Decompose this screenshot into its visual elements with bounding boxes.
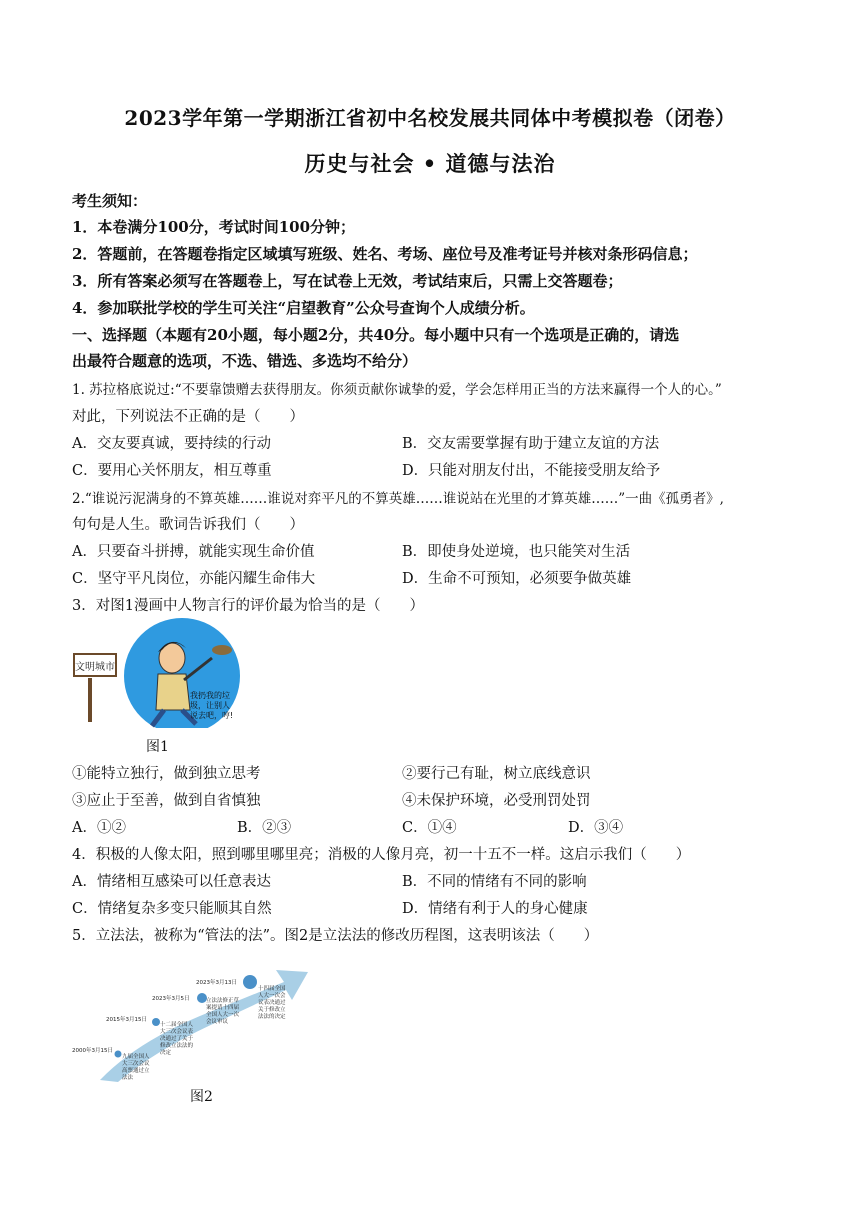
q2-stem-cont: 句句是人生。歌词告诉我们（ ） [72,517,304,533]
timeline-dot-4 [243,975,257,989]
cartoon-figure-1 [72,618,252,728]
exam-title: 2023学年第一学期浙江省初中名校发展共同体中考模拟卷（闭卷） [124,106,736,130]
timeline-dot-2 [152,1018,160,1026]
timeline-text-4-line-2: 人大一次会 [258,993,286,999]
notice-item-4: 4．参加联批学校的学生可关注“启望教育”公众号查询个人成绩分析。 [72,299,535,317]
timeline-drawing [70,948,310,1082]
timeline-text-3-line-2: 案提请十四届 [206,1005,240,1011]
timeline-text-4-line-4: 关于修改立 [258,1007,286,1013]
q4-option-b: B．不同的情绪有不同的影响 [402,874,587,890]
timeline-text-3-line-4: 会议审议 [206,1019,229,1025]
notice-item-1: 1．本卷满分100分，考试时间100分钟； [72,218,356,236]
q1-option-d: D．只能对朋友付出，不能接受朋友给予 [402,463,661,479]
q4-stem: 4．积极的人像太阳，照到哪里哪里亮；消极的人像月亮，初一十五不一样。这启示我们（ ） [72,847,691,863]
q1-stem-cont: 对此，下列说法不正确的是（ ） [72,409,304,425]
notice-item-2: 2．答题前，在答题卷指定区域填写班级、姓名、考场、座位号及准考证号并核对条形码信息； [72,245,698,263]
q4-option-c: C．情绪复杂多变只能顺其自然 [72,901,272,917]
timeline-text-1-line-1: 九届全国人 [122,1054,150,1060]
timeline-text-4-line-3: 议表决通过 [258,1000,286,1006]
q4-option-d: D．情绪有利于人的身心健康 [402,901,588,917]
q3-statement-3: ③应止于至善，做到自省慎独 [72,793,261,809]
section-heading-cont: 出最符合题意的选项，不选、错选、多选均不给分） [72,352,418,370]
timeline-text-1-line-4: 法法 [122,1075,134,1081]
timeline-text-3-line-3: 全国人大一次 [206,1012,240,1018]
section-heading: 一、选择题（本题有20小题，每小题2分，共40分。每小题中只有一个选项是正确的，请选 [72,326,680,344]
speech-line-2: 圾，让别人 [190,701,230,710]
timeline-text-2-line-5: 决定 [160,1050,172,1056]
timeline-text-1-line-2: 大三次会议 [122,1061,150,1067]
q3-option-c: C．①④ [402,820,457,836]
figure-2-caption: 图2 [190,1089,213,1105]
timeline-text-2-line-1: 十二届全国人 [160,1022,194,1028]
q3-statement-2: ②要行己有耻，树立底线意识 [402,766,591,782]
q2-option-a: A．只要奋斗拼搏，就能实现生命价值 [72,544,315,560]
q2-stem: 2.“谁说污泥满身的不算英雄……谁说对弈平凡的不算英雄……谁说站在光里的才算英雄……”一曲《孤勇者》, [72,491,724,507]
cartoon-drawing [72,618,252,728]
q4-option-a: A．情绪相互感染可以任意表达 [72,874,271,890]
q5-stem: 5．立法法，被称为“管法的法”。图2是立法法的修改历程图，这表明该法（ ） [72,928,599,944]
timeline-dot-1 [115,1051,122,1058]
q1-option-b: B．交友需要掌握有助于建立友谊的方法 [402,436,660,452]
timeline-text-2-line-4: 修改立法法的 [160,1043,194,1049]
timeline-date-1: 2000年3月15日 [72,1048,113,1054]
notice-item-3: 3．所有答案必须写在答题卷上，写在试卷上无效，考试结束后，只需上交答题卷； [72,272,623,290]
q2-option-b: B．即使身处逆境，也只能笑对生活 [402,544,631,560]
trash-thrown [212,645,232,655]
timeline-text-4-line-5: 法法的决定 [258,1014,286,1020]
q2-option-c: C．坚守平凡岗位，亦能闪耀生命伟大 [72,571,316,587]
notice-heading: 考生须知： [72,192,148,210]
timeline-figure-2 [70,948,310,1082]
exam-subtitle: 历史与社会 • 道德与法治 [304,151,556,176]
q1-stem: 1. 苏拉格底说过:“不要靠馈赠去获得朋友。你须贡献你诚挚的爱，学会怎样用正当的方法来赢得一个人的心。” [72,382,722,398]
q3-statement-4: ④未保护环境，必受刑罚处罚 [402,793,591,809]
timeline-date-2: 2015年3月15日 [106,1017,147,1023]
q3-option-b: B．②③ [237,820,292,836]
q1-option-a: A．交友要真诚，要持续的行动 [72,436,271,452]
timeline-text-4-line-1: 十四届全国 [258,986,286,992]
timeline-text-2-line-3: 决通过了关于 [160,1036,194,1042]
timeline-date-4: 2023年3月13日 [196,980,237,986]
timeline-text-2-line-2: 大三次会议表 [160,1029,194,1035]
q1-option-c: C．要用心关怀朋友，相互尊重 [72,463,272,479]
speech-line-3: 说去吧，哼! [190,711,234,720]
q2-option-d: D．生命不可预知，必须要争做英雄 [402,571,632,587]
q3-option-d: D．③④ [568,820,624,836]
timeline-date-3: 2023年3月5日 [152,996,190,1002]
figure-1-caption: 图1 [146,739,169,755]
q3-option-a: A．①② [72,820,126,836]
timeline-text-1-line-3: 高票通过立 [122,1068,150,1074]
speech-line-1: 我扔我的垃 [190,691,230,700]
sign-text: 文明城市 [75,662,115,673]
q3-stem: 3．对图1漫画中人物言行的评价最为恰当的是（ ） [72,598,424,614]
timeline-text-3-line-1: 立法法修正草 [206,998,240,1004]
q3-statement-1: ①能特立独行，做到独立思考 [72,766,261,782]
